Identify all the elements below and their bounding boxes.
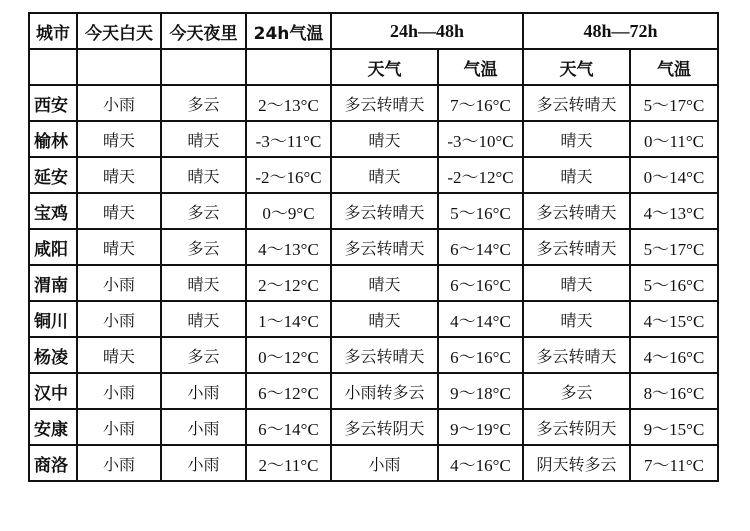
- subheader-temp-24-48: 气温: [438, 49, 523, 85]
- temp-24-48-cell: 4～14°C: [438, 301, 523, 337]
- weather-48-72-cell: 多云转晴天: [523, 85, 630, 121]
- today-night-weather-cell: 小雨: [161, 409, 246, 445]
- table-row: [29, 229, 718, 265]
- city-cell: 渭南: [29, 265, 77, 301]
- header-today-night: 今天夜里: [161, 13, 246, 49]
- weather-24-48-cell: 晴天: [331, 301, 438, 337]
- temp-24h-cell: 4～13°C: [246, 229, 331, 265]
- temp-48-72-cell: 4～16°C: [630, 337, 718, 373]
- today-night-weather-cell: 小雨: [161, 373, 246, 409]
- today-night-weather-cell: 多云: [161, 337, 246, 373]
- city-cell: 杨凌: [29, 337, 77, 373]
- today-day-weather-cell: 晴天: [77, 121, 161, 157]
- temp-24h-cell: -2～16°C: [246, 157, 331, 193]
- temp-24-48-cell: 5～16°C: [438, 193, 523, 229]
- temp-24-48-cell: 6～14°C: [438, 229, 523, 265]
- weather-48-72-cell: 多云转晴天: [523, 337, 630, 373]
- temp-48-72-cell: 9～15°C: [630, 409, 718, 445]
- forecast-table: [28, 12, 719, 482]
- today-night-weather-cell: 晴天: [161, 157, 246, 193]
- temp-48-72-cell: 8～16°C: [630, 373, 718, 409]
- table-row: [29, 337, 718, 373]
- today-day-weather-cell: 晴天: [77, 337, 161, 373]
- temp-24-48-cell: 6～16°C: [438, 337, 523, 373]
- header-empty-cell: [246, 49, 331, 85]
- header-range-48-72: 48h—72h: [523, 13, 718, 49]
- forecast-body: [29, 85, 718, 481]
- temp-24-48-cell: 6～16°C: [438, 265, 523, 301]
- table-row: [29, 265, 718, 301]
- weather-24-48-cell: 小雨: [331, 445, 438, 481]
- header-temp-24h: 24h气温: [246, 13, 331, 49]
- header-empty-cell: [29, 49, 77, 85]
- today-day-weather-cell: 晴天: [77, 229, 161, 265]
- temp-24h-cell: 2～11°C: [246, 445, 331, 481]
- weather-48-72-cell: 晴天: [523, 301, 630, 337]
- today-night-weather-cell: 多云: [161, 85, 246, 121]
- weather-24-48-cell: 多云转晴天: [331, 229, 438, 265]
- weather-48-72-cell: 晴天: [523, 265, 630, 301]
- header-row-2: [29, 49, 718, 85]
- temp-24h-cell: 2～12°C: [246, 265, 331, 301]
- temp-24h-cell: 1～14°C: [246, 301, 331, 337]
- header-row-1: [29, 13, 718, 49]
- temp-24-48-cell: 7～16°C: [438, 85, 523, 121]
- temp-24-48-cell: 9～18°C: [438, 373, 523, 409]
- weather-24-48-cell: 晴天: [331, 265, 438, 301]
- weather-48-72-cell: 晴天: [523, 157, 630, 193]
- temp-48-72-cell: 4～13°C: [630, 193, 718, 229]
- temp-24-48-cell: 9～19°C: [438, 409, 523, 445]
- header-range-24-48: 24h—48h: [331, 13, 523, 49]
- temp-24-48-cell: 4～16°C: [438, 445, 523, 481]
- weather-48-72-cell: 阴天转多云: [523, 445, 630, 481]
- today-night-weather-cell: 晴天: [161, 301, 246, 337]
- table-row: [29, 193, 718, 229]
- city-cell: 宝鸡: [29, 193, 77, 229]
- city-cell: 铜川: [29, 301, 77, 337]
- temp-24h-cell: 0～9°C: [246, 193, 331, 229]
- today-day-weather-cell: 晴天: [77, 157, 161, 193]
- weather-48-72-cell: 晴天: [523, 121, 630, 157]
- city-cell: 咸阳: [29, 229, 77, 265]
- today-day-weather-cell: 小雨: [77, 373, 161, 409]
- temp-48-72-cell: 4～15°C: [630, 301, 718, 337]
- temp-48-72-cell: 5～16°C: [630, 265, 718, 301]
- weather-48-72-cell: 多云: [523, 373, 630, 409]
- header-today-day: 今天白天: [77, 13, 161, 49]
- weather-48-72-cell: 多云转晴天: [523, 229, 630, 265]
- table-row: [29, 301, 718, 337]
- today-night-weather-cell: 小雨: [161, 445, 246, 481]
- weather-24-48-cell: 多云转阴天: [331, 409, 438, 445]
- table-row: [29, 409, 718, 445]
- city-cell: 商洛: [29, 445, 77, 481]
- temp-24-48-cell: -3～10°C: [438, 121, 523, 157]
- subheader-weather-24-48: 天气: [331, 49, 438, 85]
- table-row: [29, 373, 718, 409]
- temp-24h-cell: 0～12°C: [246, 337, 331, 373]
- today-night-weather-cell: 晴天: [161, 121, 246, 157]
- weather-24-48-cell: 多云转晴天: [331, 193, 438, 229]
- today-day-weather-cell: 小雨: [77, 301, 161, 337]
- temp-24h-cell: 2～13°C: [246, 85, 331, 121]
- weather-24-48-cell: 多云转晴天: [331, 85, 438, 121]
- table-row: [29, 157, 718, 193]
- table-row: [29, 85, 718, 121]
- table-row: [29, 121, 718, 157]
- subheader-temp-48-72: 气温: [630, 49, 718, 85]
- weather-24-48-cell: 晴天: [331, 157, 438, 193]
- today-day-weather-cell: 小雨: [77, 409, 161, 445]
- temp-48-72-cell: 7～11°C: [630, 445, 718, 481]
- city-cell: 安康: [29, 409, 77, 445]
- temp-24h-cell: 6～14°C: [246, 409, 331, 445]
- today-night-weather-cell: 多云: [161, 193, 246, 229]
- header-empty-cell: [77, 49, 161, 85]
- temp-24h-cell: 6～12°C: [246, 373, 331, 409]
- weather-24-48-cell: 小雨转多云: [331, 373, 438, 409]
- city-cell: 汉中: [29, 373, 77, 409]
- today-day-weather-cell: 小雨: [77, 85, 161, 121]
- subheader-weather-48-72: 天气: [523, 49, 630, 85]
- today-day-weather-cell: 小雨: [77, 445, 161, 481]
- table-row: [29, 445, 718, 481]
- today-day-weather-cell: 小雨: [77, 265, 161, 301]
- weather-24-48-cell: 多云转晴天: [331, 337, 438, 373]
- weather-24-48-cell: 晴天: [331, 121, 438, 157]
- header-city: 城市: [29, 13, 77, 49]
- forecast-table-wrapper: [28, 12, 719, 482]
- today-night-weather-cell: 晴天: [161, 265, 246, 301]
- temp-24-48-cell: -2～12°C: [438, 157, 523, 193]
- temp-48-72-cell: 5～17°C: [630, 229, 718, 265]
- today-night-weather-cell: 多云: [161, 229, 246, 265]
- city-cell: 西安: [29, 85, 77, 121]
- temp-24h-cell: -3～11°C: [246, 121, 331, 157]
- temp-48-72-cell: 0～14°C: [630, 157, 718, 193]
- today-day-weather-cell: 晴天: [77, 193, 161, 229]
- city-cell: 榆林: [29, 121, 77, 157]
- weather-48-72-cell: 多云转阴天: [523, 409, 630, 445]
- header-empty-cell: [161, 49, 246, 85]
- temp-48-72-cell: 5～17°C: [630, 85, 718, 121]
- city-cell: 延安: [29, 157, 77, 193]
- weather-48-72-cell: 多云转晴天: [523, 193, 630, 229]
- temp-48-72-cell: 0～11°C: [630, 121, 718, 157]
